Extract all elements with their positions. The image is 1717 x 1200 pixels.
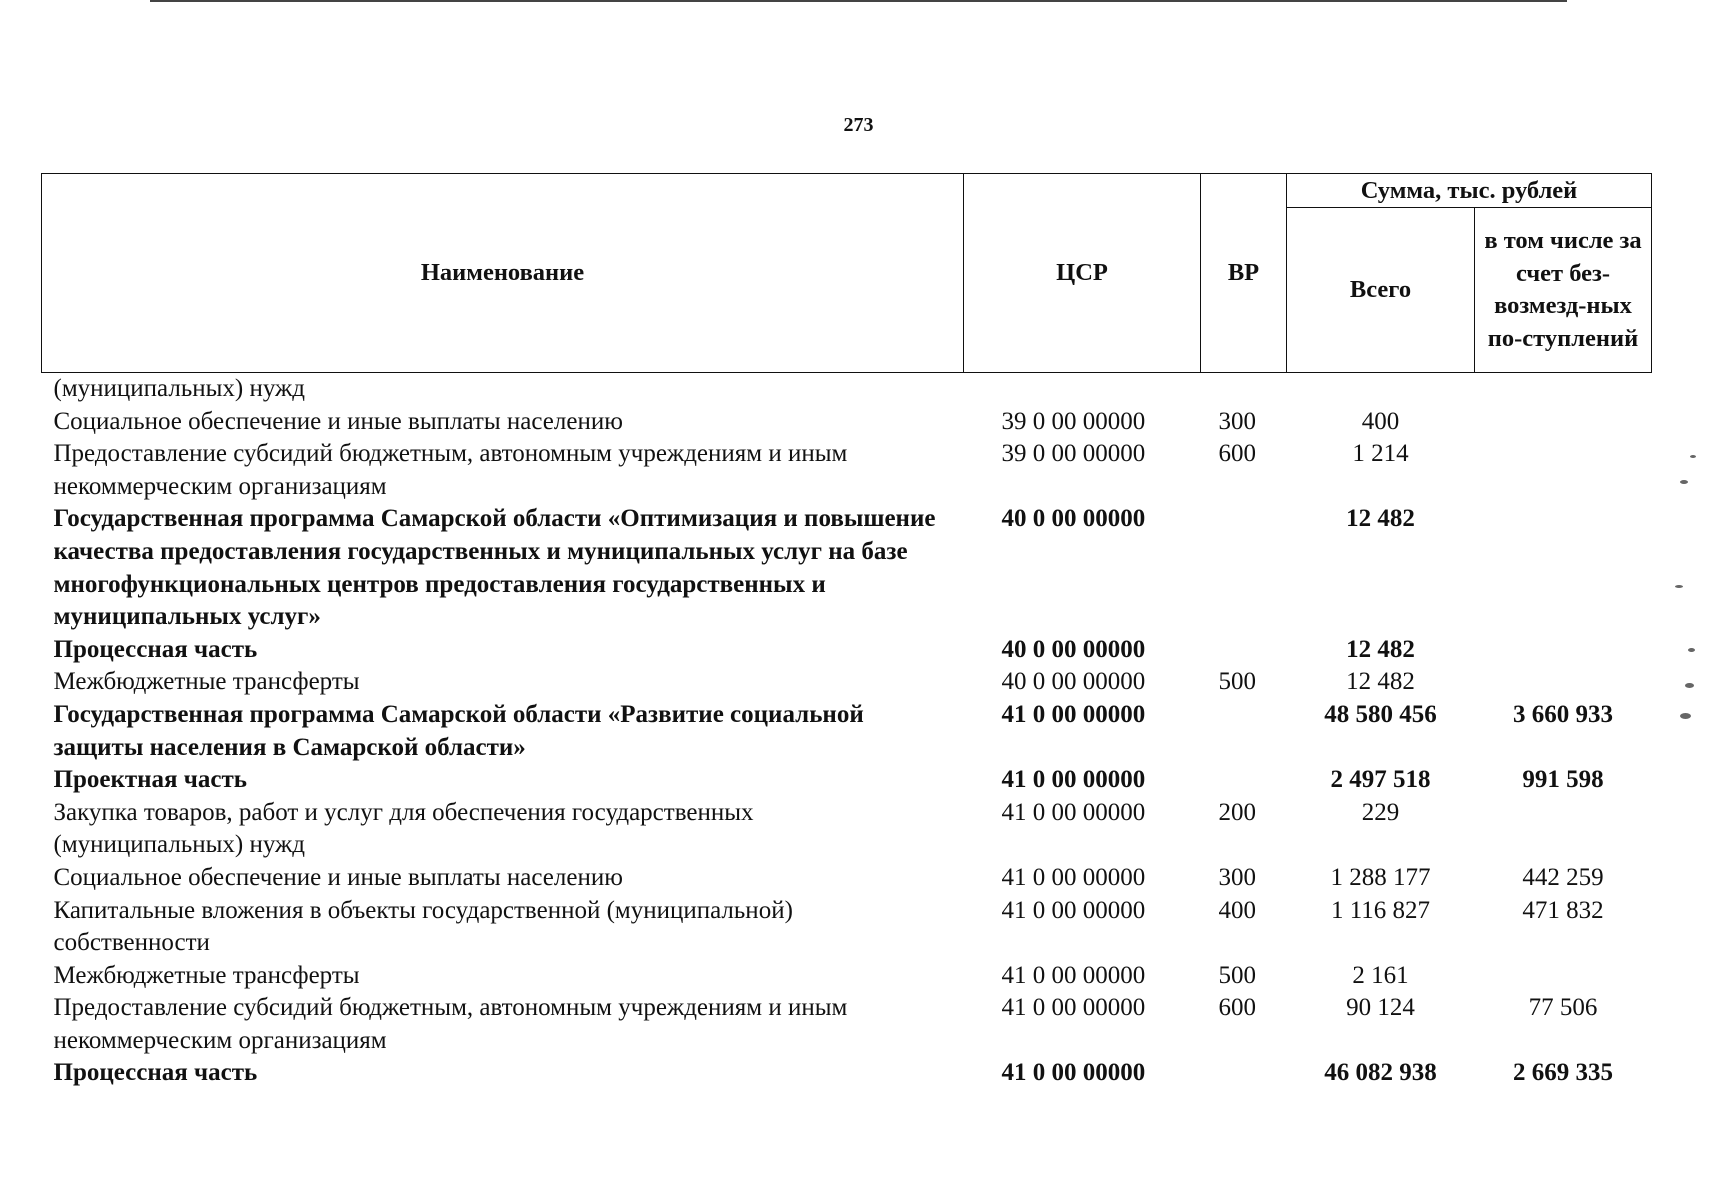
row-name: Межбюджетные трансферты [53, 668, 360, 696]
row-name: Социальное обеспечение и иные выплаты населению [53, 863, 623, 891]
scan-speck [1675, 585, 1683, 588]
row-free [1475, 634, 1652, 667]
scan-speck [1680, 480, 1688, 484]
row-free: 471 832 [1522, 896, 1604, 924]
row-total: 90 124 [1346, 994, 1415, 1022]
table-row [42, 503, 1652, 633]
header-total: Всего [1287, 208, 1475, 373]
row-csr: 41 0 00 00000 [1001, 766, 1146, 794]
row-csr: 39 0 00 00000 [1001, 440, 1146, 468]
table-row [42, 699, 1652, 764]
top-border-rule [150, 0, 1567, 2]
row-total: 1 288 177 [1330, 863, 1431, 891]
table-row [42, 634, 1652, 667]
row-total: 2 497 518 [1330, 766, 1431, 794]
row-free: 77 506 [1528, 994, 1598, 1022]
row-csr: 41 0 00 00000 [1001, 863, 1146, 891]
header-name: Наименование [42, 174, 964, 373]
header-vr: ВР [1201, 174, 1287, 373]
row-free: 3 660 933 [1513, 700, 1613, 728]
row-name: Процессная часть [53, 1059, 258, 1087]
table-body [42, 373, 1652, 1091]
header-sum: Сумма, тыс. рублей [1287, 174, 1652, 208]
row-name: (муниципальных) нужд [53, 375, 306, 402]
row-name: Межбюджетные трансферты [53, 961, 360, 989]
row-free [1475, 960, 1652, 993]
table-row [42, 438, 1652, 503]
table-row [42, 960, 1652, 993]
page-number: 273 [843, 114, 874, 136]
scan-speck [1688, 648, 1695, 652]
row-free: 991 598 [1522, 766, 1604, 794]
row-name: Закупка товаров, работ и услуг для обеспечения государственных (муниципальных) нужд [53, 798, 754, 859]
row-csr: 41 0 00 00000 [1001, 896, 1146, 924]
row-total: 1 214 [1352, 440, 1409, 468]
row-name: Процессная часть [53, 635, 258, 663]
row-vr: 300 [1218, 407, 1256, 435]
row-total: 12 482 [1346, 635, 1415, 663]
row-vr: 500 [1218, 668, 1256, 696]
row-name: Проектная часть [53, 766, 248, 794]
row-total: 46 082 938 [1324, 1059, 1437, 1087]
row-name: Государственная программа Самарской области «Оптимизация и повышение качества предоставления государственных и муниципальных услуг на базе многофункциональных центров предоставления государственных и муниципальных услуг» [53, 505, 936, 631]
row-vr [1201, 503, 1287, 633]
row-vr: 200 [1218, 798, 1256, 826]
row-vr [1201, 764, 1287, 797]
row-total [1287, 373, 1475, 406]
row-csr: 41 0 00 00000 [1001, 1059, 1146, 1087]
table-row [42, 1057, 1652, 1090]
table-row [42, 992, 1652, 1057]
row-name: Капитальные вложения в объекты государственной (муниципальной) собственности [53, 896, 793, 957]
row-vr: 600 [1218, 994, 1256, 1022]
row-free [1475, 797, 1652, 862]
row-free [1475, 503, 1652, 633]
row-total: 400 [1361, 407, 1400, 435]
row-csr: 41 0 00 00000 [1001, 994, 1146, 1022]
row-csr: 40 0 00 00000 [1001, 505, 1146, 533]
row-name: Государственная программа Самарской области «Развитие социальной защиты населения в Самарской области» [53, 700, 864, 761]
row-csr: 41 0 00 00000 [1001, 700, 1146, 728]
row-free: 442 259 [1522, 863, 1604, 891]
scan-speck [1690, 455, 1696, 458]
row-vr: 500 [1218, 961, 1256, 989]
table-row [42, 895, 1652, 960]
row-total: 12 482 [1346, 505, 1415, 533]
row-vr [1201, 634, 1287, 667]
row-name: Предоставление субсидий бюджетным, автономным учреждениям и иным некоммерческим организациям [53, 994, 848, 1054]
row-csr: 41 0 00 00000 [1001, 961, 1146, 989]
table-row [42, 373, 1652, 406]
table-row [42, 406, 1652, 439]
row-csr: 41 0 00 00000 [1001, 798, 1146, 826]
row-free [1475, 666, 1652, 699]
row-free: 2 669 335 [1513, 1059, 1613, 1087]
header-free: в том числе за счет без-возмезд-ных по-ступлений [1475, 208, 1652, 373]
row-free [1475, 438, 1652, 503]
row-total: 229 [1361, 798, 1400, 826]
row-free [1475, 406, 1652, 439]
row-name: Социальное обеспечение и иные выплаты населению [53, 407, 623, 435]
row-vr [1201, 699, 1287, 764]
row-vr: 400 [1218, 896, 1256, 924]
table-header [42, 174, 1652, 373]
table-row [42, 862, 1652, 895]
row-vr: 600 [1218, 440, 1256, 468]
row-total: 1 116 827 [1330, 896, 1431, 924]
budget-table [41, 173, 1652, 1090]
row-csr: 40 0 00 00000 [1001, 668, 1146, 696]
row-vr: 300 [1218, 863, 1256, 891]
row-vr [1201, 373, 1287, 406]
row-name: Предоставление субсидий бюджетным, автономным учреждениям и иным некоммерческим организациям [53, 440, 848, 500]
row-csr: 39 0 00 00000 [1001, 407, 1146, 435]
row-vr [1201, 1057, 1287, 1090]
row-csr [964, 373, 1201, 406]
table-row [42, 797, 1652, 862]
row-csr: 40 0 00 00000 [1001, 635, 1146, 663]
row-total: 48 580 456 [1324, 700, 1437, 728]
row-total: 2 161 [1352, 961, 1409, 989]
header-csr: ЦСР [964, 174, 1201, 373]
scan-speck [1685, 683, 1694, 688]
row-total: 12 482 [1346, 668, 1415, 696]
table-row [42, 764, 1652, 797]
scan-speck [1680, 713, 1691, 719]
row-free [1475, 373, 1652, 406]
table-row [42, 666, 1652, 699]
